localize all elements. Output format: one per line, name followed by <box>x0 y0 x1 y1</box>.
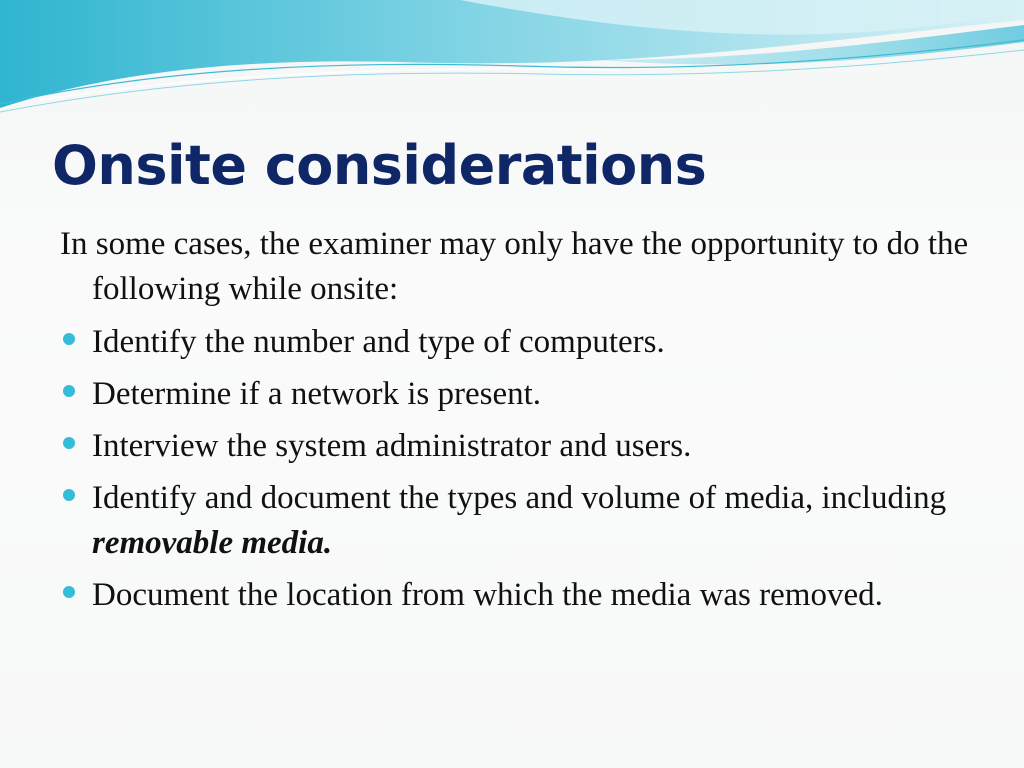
bullet-item <box>60 573 980 618</box>
bullet-item <box>60 424 980 469</box>
bullet-list <box>60 320 980 618</box>
slide-title: Onsite considerations <box>52 134 707 197</box>
bullet-item <box>60 320 980 365</box>
slide-body <box>60 222 980 625</box>
header-wave-decoration <box>0 0 1024 130</box>
bullet-item <box>60 372 980 417</box>
bullet-emphasis-text: removable media. <box>92 525 333 561</box>
bullet-text: Interview the system administrator and users. <box>92 428 692 464</box>
bullet-icon <box>63 437 75 449</box>
intro-paragraph: In some cases, the examiner may only have the opportunity to do the following while onsite: <box>60 226 969 307</box>
bullet-icon <box>63 586 75 598</box>
bullet-text: Identify and document the types and volume of media, including <box>92 480 947 516</box>
bullet-icon <box>63 385 75 397</box>
bullet-text: Determine if a network is present. <box>92 376 542 412</box>
bullet-text: Identify the number and type of computers. <box>92 324 665 360</box>
bullet-text: Document the location from which the media was removed. <box>92 577 883 613</box>
bullet-icon <box>63 333 75 345</box>
bullet-icon <box>63 489 75 501</box>
bullet-item <box>60 476 980 566</box>
